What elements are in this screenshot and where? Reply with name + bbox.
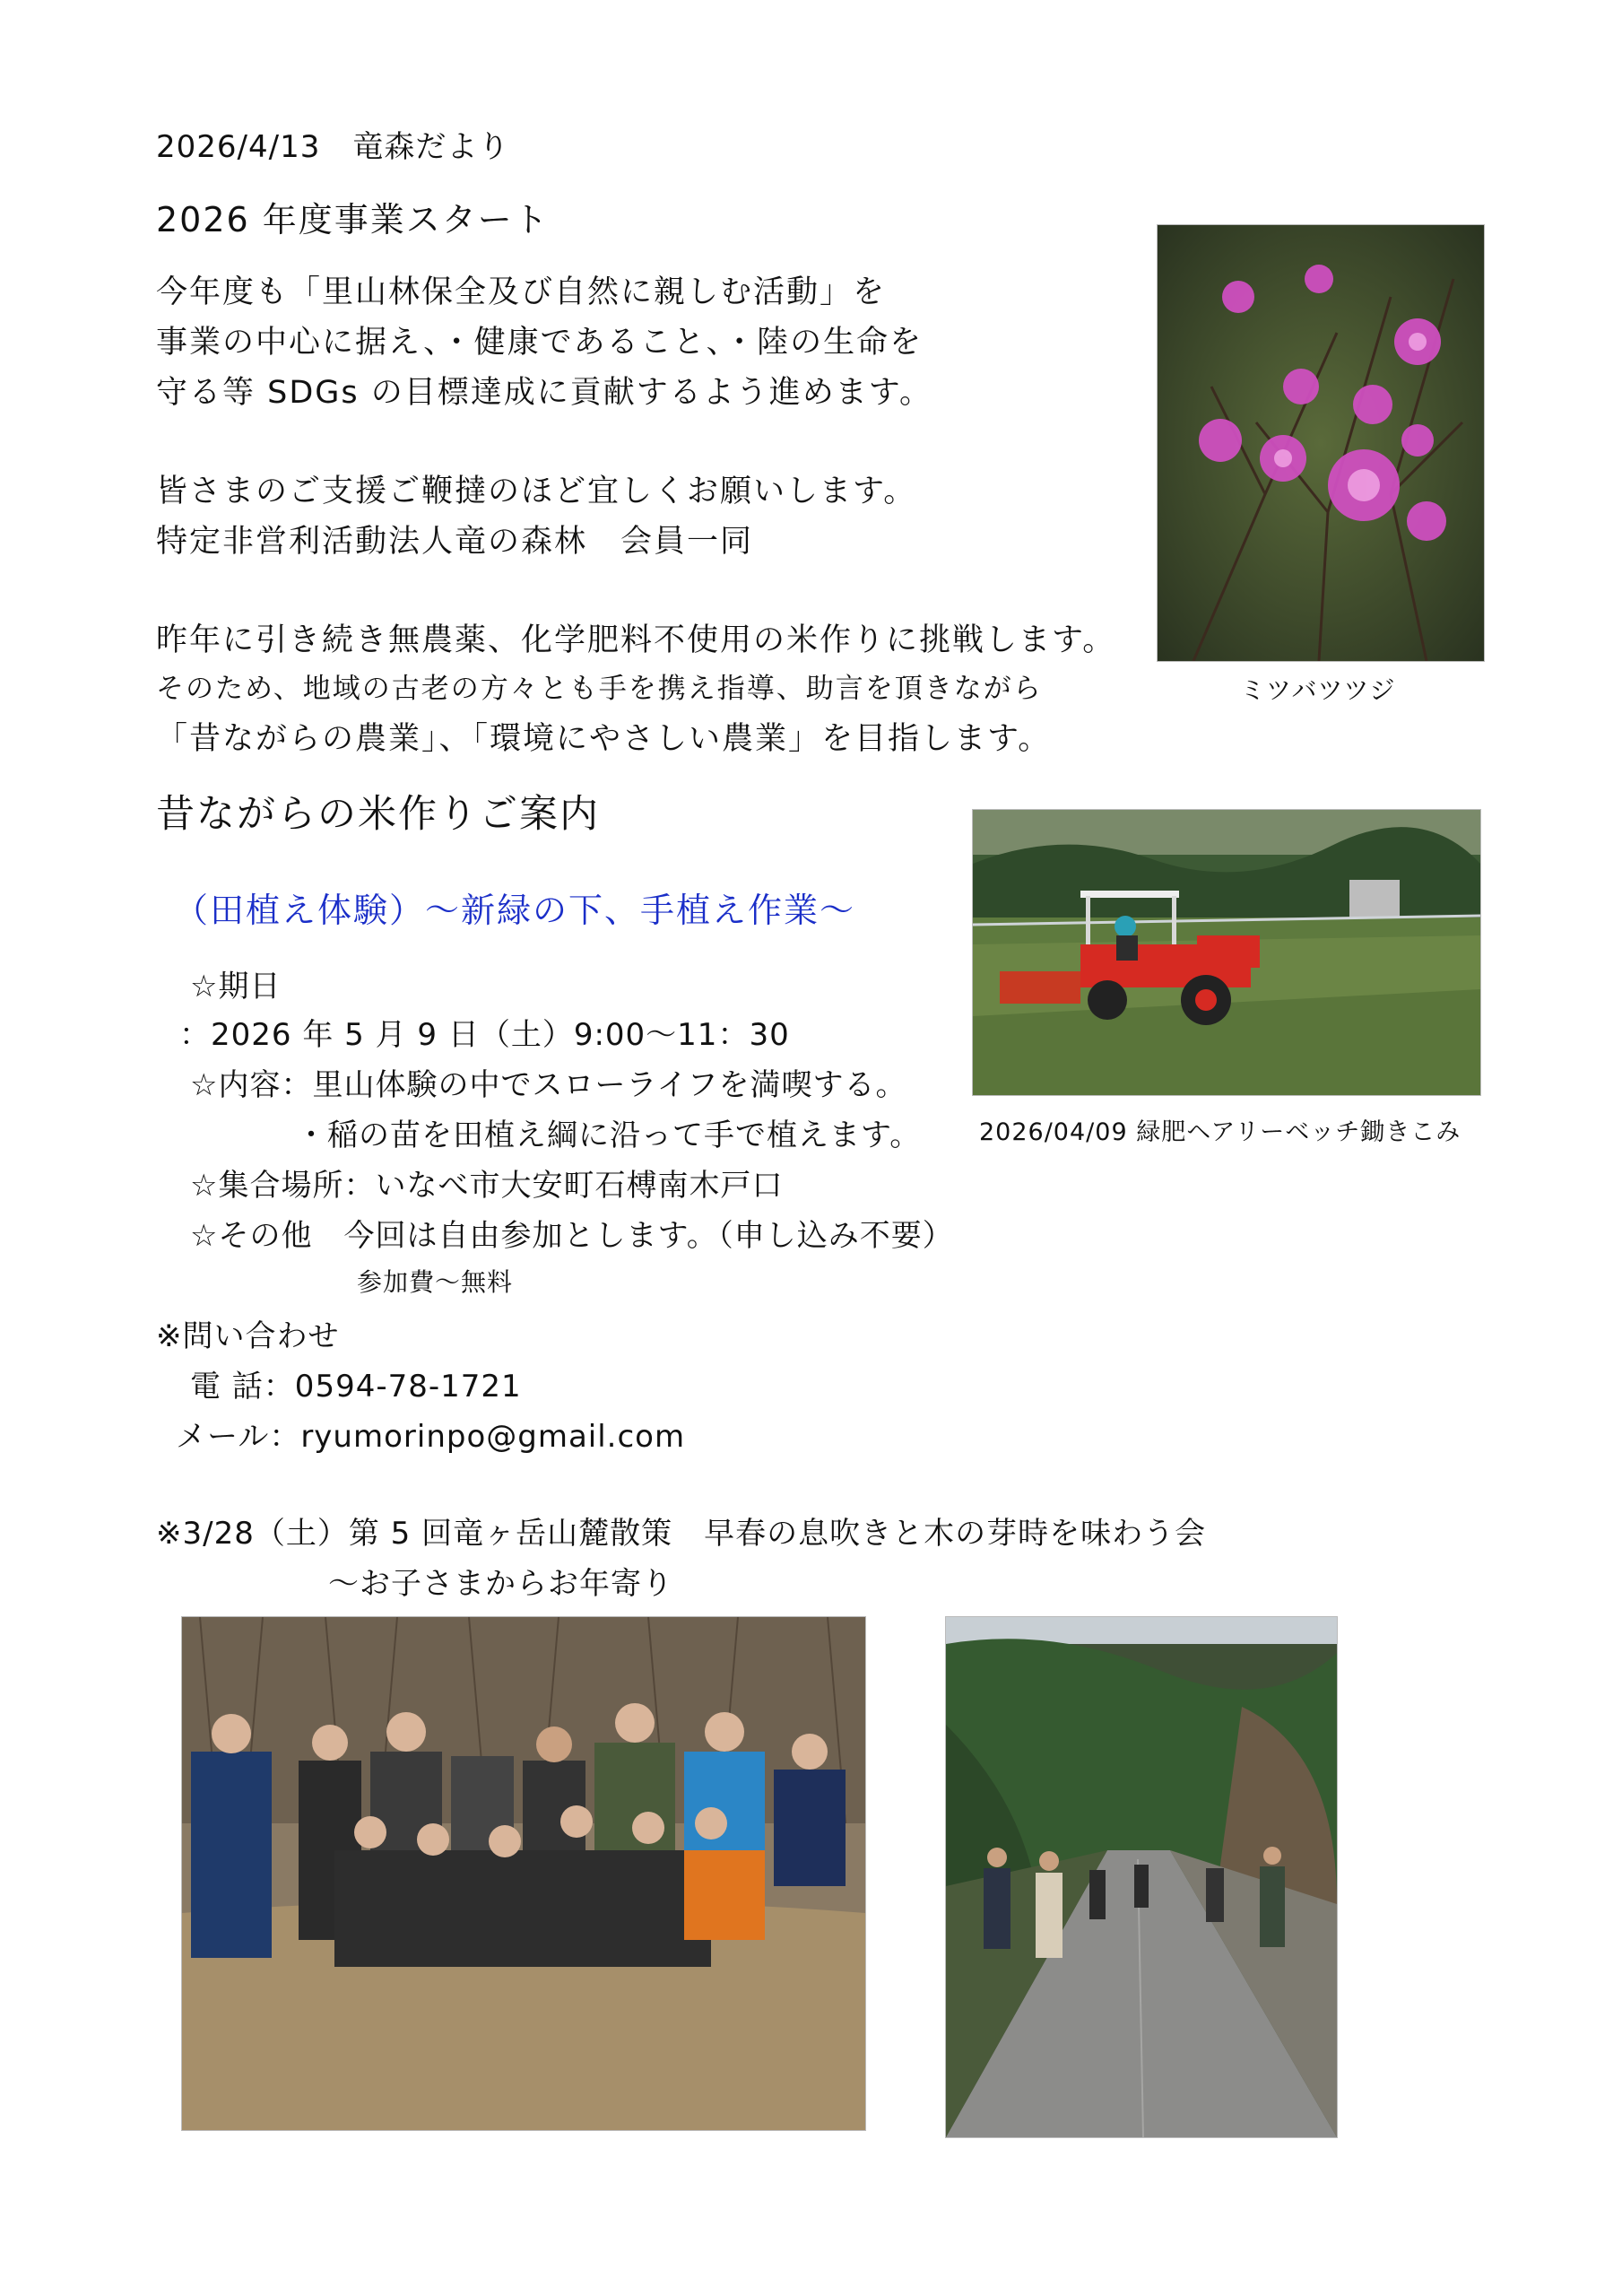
header-date: 2026/4/13 [156,129,321,165]
event-content: ☆内容：里山体験の中でスローライフを満喫する。 [190,1067,907,1103]
group-photo [181,1616,866,2131]
paragraph-line: 「昔ながらの農業」、「環境にやさしい農業」を目指します。 [156,721,1052,757]
newsletter-name: 竜森だより [352,129,510,165]
section-title-fiscal-start: 2026 年度事業スタート [156,200,550,239]
event-report-subtitle: ～お子さまからお年寄り [328,1566,673,1602]
azalea-photo [1157,224,1485,662]
event-date-label: ☆期日 [190,969,282,1004]
event-content-detail: ・稲の苗を田植え綱に沿って手で植えます。 [296,1118,922,1153]
event-report-title: ※3/28（土）第 5 回竜ヶ岳山麓散策 早春の息吹きと木の芽時を味わう会 [156,1516,1207,1552]
tractor-caption: 2026/04/09 緑肥ヘアリーベッチ鋤きこみ [979,1118,1462,1146]
contact-email: メール：ryumorinpo@gmail.com [176,1419,686,1455]
paragraph-line: 守る等 SDGs の目標達成に貢献するよう進めます。 [156,375,932,411]
paragraph-line: そのため、地域の古老の方々とも手を携え指導、助言を頂きながら [156,673,1043,705]
paragraph-line: 皆さまのご支援ご鞭撻のほど宜しくお願いします。 [156,474,917,509]
road-walk-photo [945,1616,1338,2138]
rice-planting-subtitle: （田植え体験）～新緑の下、手植え作業～ [174,891,856,930]
participation-fee: 参加費～無料 [357,1267,514,1297]
paragraph-line: 事業の中心に据え、・健康であること、・陸の生命を [156,325,924,361]
event-other: ☆その他 今回は自由参加とします。（申し込み不要） [190,1218,954,1254]
newsletter-header [156,122,509,166]
meeting-place: ☆集合場所：いなべ市大安町石榑南木戸口 [190,1168,784,1204]
section-title-rice-guide: 昔ながらの米作りご案内 [156,792,600,837]
tractor-photo [972,809,1481,1096]
azalea-caption: ミツバツツジ [1240,675,1396,705]
paragraph-line: 特定非営利活動法人竜の森林 会員一同 [156,524,754,560]
event-date-value: ：2026 年 5 月 9 日（土）9:00～11：30 [179,1017,790,1053]
paragraph-line: 今年度も「里山林保全及び自然に親しむ活動」を [156,274,887,310]
contact-label: ※問い合わせ [156,1318,340,1354]
contact-phone: 電 話：0594-78-1721 [190,1369,522,1405]
paragraph-line: 昨年に引き続き無農薬、化学肥料不使用の米作りに挑戦します。 [156,622,1116,658]
